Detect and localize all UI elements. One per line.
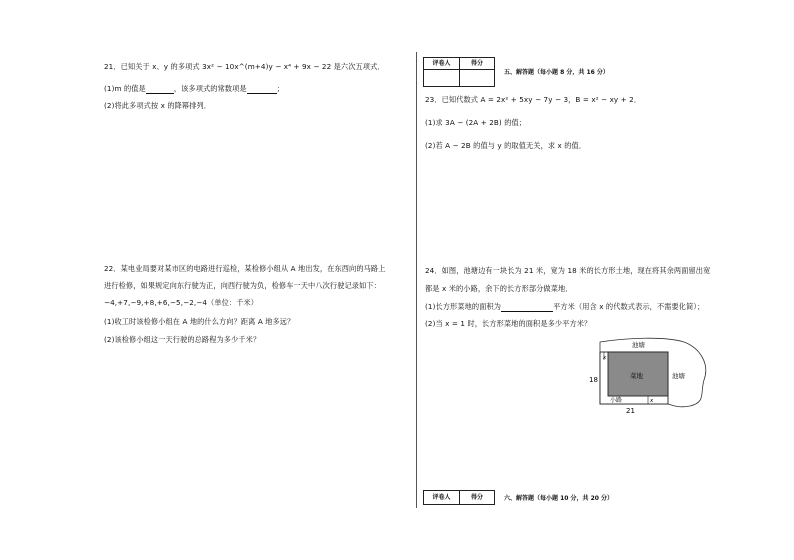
q24-part2: (2)当 x = 1 时，长方形菜地的面积是多少平方米？ (425, 319, 592, 328)
q22-line2: 进行检修，如果规定向东行驶为正，向西行驶为负，检修车一天中八次行驶记录如下： (104, 281, 381, 290)
q22-line1: 22．某电业局要对某市区的电路进行巡检，某检修小组从 A 地出发，在东西向的马路上 (104, 264, 386, 273)
q24-part1-b: 平方米（用含 x 的代数式表示，不需要化简）； (553, 302, 705, 311)
section-6-title: 六、解答题（每小题 10 分，共 20 分） (504, 495, 614, 502)
score-box-bottom-reviewer-label: 评卷人 (432, 494, 451, 501)
q21-part1-a: (1)m 的值是 (104, 84, 146, 93)
q24-line2: 都是 x 米的小路，余下的长方形部分做菜地． (425, 284, 573, 293)
q23-stem: 23．已知代数式 A = 2x² + 5xy − 7y − 3，B = x² − xy + 2． (425, 95, 642, 104)
q24-line1: 24．如图，池塘边有一块长为 21 米，宽为 18 米的长方形土地，现在将其余两面留出宽 (425, 266, 711, 275)
q21-stem: 21．已知关于 x、y 的多项式 3x² − 10x^(m+4)y − x⁴ + 9x − 22 是六次五项式． (104, 62, 385, 71)
score-box-top (423, 57, 495, 87)
answer-blank-m[interactable] (146, 85, 174, 94)
score-box-reviewer-label: 评卷人 (432, 60, 451, 67)
q24-part1-a: (1)长方形菜地的面积为 (425, 302, 502, 311)
q23-part1: (1)求 3A − (2A + 2B) 的值； (425, 118, 527, 127)
length-21-label: 21 (626, 407, 635, 415)
garden-label: 菜地 (630, 372, 643, 380)
score-box-bottom (423, 490, 495, 505)
x-bottom-label: x (650, 398, 654, 404)
width-18-label: 18 (589, 376, 598, 384)
section-5-title: 五、解答题（每小题 8 分，共 16 分） (504, 69, 609, 76)
q21-part1-b: ，该多项式的常数项是 (173, 84, 247, 93)
score-box-bottom-score-label: 得分 (470, 494, 483, 501)
pond-top-label: 池塘 (632, 341, 645, 349)
column-divider (416, 52, 417, 508)
path-label: 小路 (610, 397, 623, 404)
pond-right-label: 池塘 (672, 372, 685, 380)
q21-part1 (104, 84, 284, 94)
q21-part2: (2)将此多项式按 x 的降幂排列． (104, 101, 212, 110)
q24-part1 (425, 302, 704, 312)
q22-part2: (2)该检修小组这一天行驶的总路程为多少千米？ (104, 335, 261, 344)
q22-line3: −4,+7,−9,+8,+6,−5,−2,−4（单位：千米） (104, 298, 259, 307)
answer-blank-constant[interactable] (247, 85, 277, 94)
q22-part1: (1)收工时该检修小组在 A 地的什么方向？距离 A 地多远？ (104, 317, 295, 326)
answer-blank-area[interactable] (501, 303, 553, 312)
q21-part1-c: ； (276, 84, 285, 93)
q23-part2: (2)若 A − 2B 的值与 y 的取值无关，求 x 的值． (425, 141, 587, 150)
pond-garden-figure (586, 336, 712, 416)
x-top-label: x (603, 355, 607, 361)
score-box-score-label: 得分 (470, 60, 483, 67)
